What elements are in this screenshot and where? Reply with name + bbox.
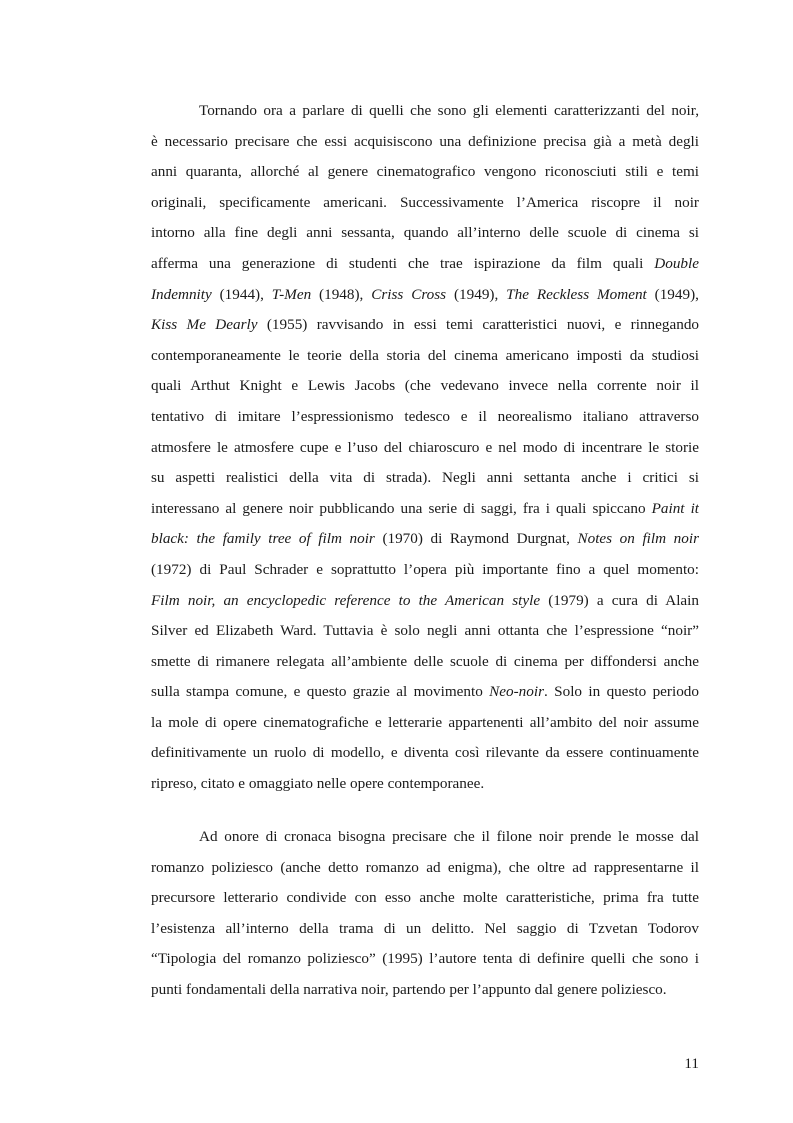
text-run: sulla stampa comune, e questo grazie al movimento xyxy=(151,683,490,701)
text-line xyxy=(151,555,699,586)
paragraph-1 xyxy=(151,96,699,800)
text-run: (1979) a cura di Alain xyxy=(540,591,699,609)
text-run: originali, specificamente americani. Successivamente l’America riscopre il noir xyxy=(151,193,699,211)
italic-title: Kiss Me Dearly xyxy=(151,316,258,334)
text-run: (1970) di Raymond Durgnat, xyxy=(374,530,578,548)
text-run: (1948), xyxy=(311,285,372,303)
text-line xyxy=(151,708,699,739)
text-line xyxy=(151,944,699,975)
text-line xyxy=(151,341,699,372)
text-run: su aspetti realistici della vita di strada). Negli anni settanta anche i critici si xyxy=(151,469,699,487)
text-line xyxy=(151,853,699,884)
text-line xyxy=(151,188,699,219)
italic-title: Film noir, an encyclopedic reference to the American style xyxy=(151,591,541,609)
text-line xyxy=(151,96,699,127)
text-line xyxy=(151,822,699,853)
text-run: l’esistenza all’interno della trama di un delitto. Nel saggio di Tzvetan Todorov xyxy=(151,919,699,937)
text-line xyxy=(151,280,699,311)
text-line xyxy=(151,738,699,769)
text-line xyxy=(151,402,699,433)
text-line xyxy=(151,677,699,708)
text-run: Silver ed Elizabeth Ward. Tuttavia è solo negli anni ottanta che l’espressione “noir” xyxy=(151,622,699,640)
text-line xyxy=(151,127,699,158)
text-run: (1949), xyxy=(446,285,507,303)
italic-title: Paint it xyxy=(651,499,699,517)
text-line xyxy=(151,157,699,188)
text-run: punti fondamentali della narrativa noir, partendo per l’appunto dal genere poliziesco. xyxy=(151,980,667,998)
text-run: precursore letterario condivide con esso anche molte caratteristiche, prima fra tutte xyxy=(151,889,699,907)
text-run: (1972) di Paul Schrader e soprattutto l’opera più importante fino a quel momento: xyxy=(151,560,699,578)
text-run: tentativo di imitare l’espressionismo tedesco e il neorealismo italiano attraverso xyxy=(151,407,699,425)
text-run: ripreso, citato e omaggiato nelle opere contemporanee. xyxy=(151,775,485,793)
text-line xyxy=(151,494,699,525)
text-run: anni quaranta, allorché al genere cinematografico vengono riconosciuti stili e temi xyxy=(151,163,699,181)
text-run: Ad onore di cronaca bisogna precisare che il filone noir prende le mosse dal xyxy=(199,828,699,845)
italic-title: Neo-noir xyxy=(489,683,544,701)
italic-title: Double xyxy=(654,254,699,272)
text-run: atmosfere le atmosfere cupe e l’uso del chiaroscuro e nel modo di incentrare le storie xyxy=(151,438,699,456)
text-line xyxy=(151,616,699,647)
text-line xyxy=(151,249,699,280)
italic-title: The Reckless Moment xyxy=(506,285,647,303)
text-line xyxy=(151,218,699,249)
italic-title: Indemnity xyxy=(151,285,212,303)
page-number: 11 xyxy=(684,1055,699,1072)
text-line xyxy=(151,371,699,402)
text-run: definitivamente un ruolo di modello, e diventa così rilevante da essere continuamente xyxy=(151,744,699,762)
text-run: (1949), xyxy=(646,285,699,303)
text-run: smette di rimanere relegata all’ambiente delle scuole di cinema per diffondersi anche xyxy=(151,652,699,670)
text-run: intorno alla fine degli anni sessanta, quando all’interno delle scuole di cinema si xyxy=(151,224,699,242)
text-run: quali Arthut Knight e Lewis Jacobs (che vedevano invece nella corrente noir il xyxy=(151,377,699,395)
italic-title: Notes on film noir xyxy=(577,530,699,548)
text-line xyxy=(151,769,699,800)
text-run: è necessario precisare che essi acquisiscono una definizione precisa già a metà degli xyxy=(151,132,699,150)
text-run: romanzo poliziesco (anche detto romanzo ad enigma), che oltre ad rappresentarne il xyxy=(151,858,699,876)
text-run: afferma una generazione di studenti che trae ispirazione da film quali xyxy=(151,254,655,272)
text-line xyxy=(151,914,699,945)
text-line xyxy=(151,433,699,464)
text-line xyxy=(151,586,699,617)
text-run: contemporaneamente le teorie della storia del cinema americano imposti da studiosi xyxy=(151,346,699,364)
text-line xyxy=(151,647,699,678)
text-run: (1944), xyxy=(211,285,272,303)
text-run: interessano al genere noir pubblicando una serie di saggi, fra i quali spiccano xyxy=(151,499,652,517)
italic-title: T-Men xyxy=(271,285,312,303)
text-run: Tornando ora a parlare di quelli che sono gli elementi caratterizzanti del noir, xyxy=(199,102,699,119)
paragraph-2 xyxy=(151,822,699,1006)
text-line xyxy=(151,310,699,341)
text-line xyxy=(151,463,699,494)
text-run: . Solo in questo periodo xyxy=(544,683,699,701)
text-line xyxy=(151,975,699,1006)
text-run: la mole di opere cinematografiche e letterarie appartenenti all’ambito del noir assume xyxy=(151,713,699,731)
text-run: (1955) ravvisando in essi temi caratteristici nuovi, e rinnegando xyxy=(257,316,699,334)
italic-title: Criss Cross xyxy=(371,285,447,303)
text-line xyxy=(151,524,699,555)
text-line xyxy=(151,883,699,914)
italic-title: black: the family tree of film noir xyxy=(151,530,375,548)
text-run: “Tipologia del romanzo poliziesco” (1995) l’autore tenta di definire quelli che sono i xyxy=(151,950,699,968)
